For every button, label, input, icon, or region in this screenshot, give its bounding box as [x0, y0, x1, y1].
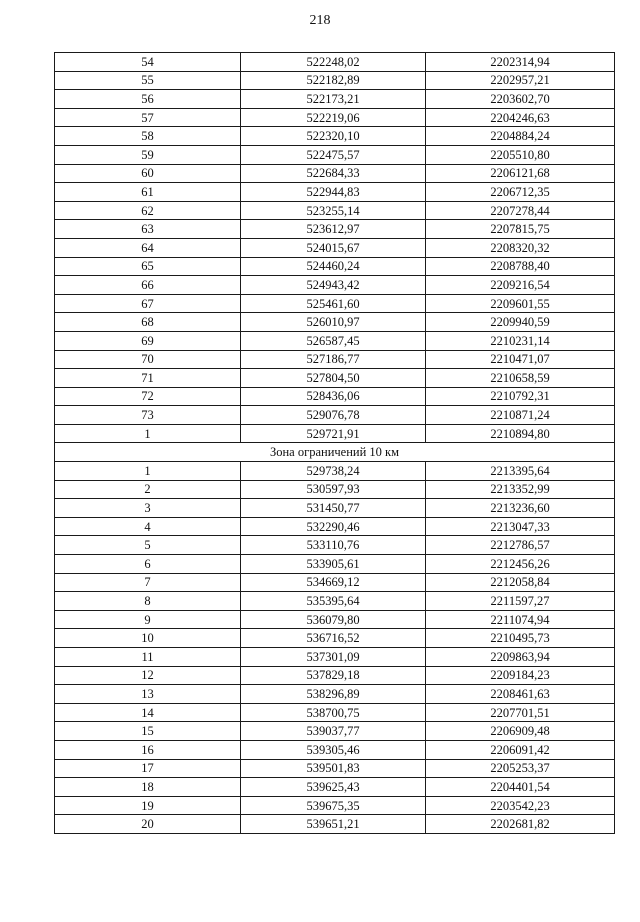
table-row — [55, 666, 615, 685]
table-row — [55, 499, 615, 518]
point-number-cell: 15 — [55, 722, 241, 741]
y-coordinate-cell: 2211597,27 — [426, 592, 615, 611]
table-row — [55, 573, 615, 592]
x-coordinate-cell: 527186,77 — [241, 350, 426, 369]
point-number-cell: 11 — [55, 648, 241, 667]
y-coordinate-cell: 2209184,23 — [426, 666, 615, 685]
point-number-cell: 14 — [55, 703, 241, 722]
y-coordinate-cell: 2210495,73 — [426, 629, 615, 648]
table-row — [55, 778, 615, 797]
y-coordinate-cell: 2209601,55 — [426, 294, 615, 313]
point-number-cell: 71 — [55, 369, 241, 388]
x-coordinate-cell: 527804,50 — [241, 369, 426, 388]
section-title: Зона ограничений 10 км — [55, 443, 615, 462]
table-row — [55, 722, 615, 741]
table-row — [55, 424, 615, 443]
point-number-cell: 61 — [55, 183, 241, 202]
table-row — [55, 759, 615, 778]
x-coordinate-cell: 535395,64 — [241, 592, 426, 611]
table-row — [55, 220, 615, 239]
x-coordinate-cell: 529076,78 — [241, 406, 426, 425]
y-coordinate-cell: 2202681,82 — [426, 815, 615, 834]
table-row — [55, 53, 615, 72]
table-row — [55, 406, 615, 425]
x-coordinate-cell: 522248,02 — [241, 53, 426, 72]
point-number-cell: 56 — [55, 90, 241, 109]
point-number-cell: 63 — [55, 220, 241, 239]
table-row — [55, 183, 615, 202]
point-number-cell: 10 — [55, 629, 241, 648]
y-coordinate-cell: 2206091,42 — [426, 740, 615, 759]
table-row — [55, 276, 615, 295]
coordinates-table-lower-block — [55, 462, 615, 834]
x-coordinate-cell: 538700,75 — [241, 703, 426, 722]
y-coordinate-cell: 2204401,54 — [426, 778, 615, 797]
x-coordinate-cell: 539501,83 — [241, 759, 426, 778]
point-number-cell: 54 — [55, 53, 241, 72]
x-coordinate-cell: 522684,33 — [241, 164, 426, 183]
table-row — [55, 294, 615, 313]
point-number-cell: 64 — [55, 238, 241, 257]
y-coordinate-cell: 2204246,63 — [426, 108, 615, 127]
y-coordinate-cell: 2206121,68 — [426, 164, 615, 183]
y-coordinate-cell: 2210792,31 — [426, 387, 615, 406]
point-number-cell: 6 — [55, 555, 241, 574]
y-coordinate-cell: 2208320,32 — [426, 238, 615, 257]
table-row — [55, 480, 615, 499]
table-row — [55, 201, 615, 220]
point-number-cell: 72 — [55, 387, 241, 406]
point-number-cell: 1 — [55, 462, 241, 481]
table-row — [55, 257, 615, 276]
y-coordinate-cell: 2211074,94 — [426, 610, 615, 629]
point-number-cell: 67 — [55, 294, 241, 313]
table-row — [55, 369, 615, 388]
section-header-block — [55, 443, 615, 462]
point-number-cell: 62 — [55, 201, 241, 220]
y-coordinate-cell: 2212058,84 — [426, 573, 615, 592]
x-coordinate-cell: 524460,24 — [241, 257, 426, 276]
y-coordinate-cell: 2202314,94 — [426, 53, 615, 72]
point-number-cell: 9 — [55, 610, 241, 629]
table-row — [55, 71, 615, 90]
y-coordinate-cell: 2210871,24 — [426, 406, 615, 425]
x-coordinate-cell: 539037,77 — [241, 722, 426, 741]
point-number-cell: 3 — [55, 499, 241, 518]
table-row — [55, 331, 615, 350]
y-coordinate-cell: 2213236,60 — [426, 499, 615, 518]
table-row — [55, 313, 615, 332]
y-coordinate-cell: 2203602,70 — [426, 90, 615, 109]
point-number-cell: 66 — [55, 276, 241, 295]
table-row — [55, 610, 615, 629]
x-coordinate-cell: 536716,52 — [241, 629, 426, 648]
point-number-cell: 5 — [55, 536, 241, 555]
x-coordinate-cell: 532290,46 — [241, 517, 426, 536]
y-coordinate-cell: 2210231,14 — [426, 331, 615, 350]
point-number-cell: 65 — [55, 257, 241, 276]
table-row — [55, 108, 615, 127]
x-coordinate-cell: 536079,80 — [241, 610, 426, 629]
y-coordinate-cell: 2207701,51 — [426, 703, 615, 722]
x-coordinate-cell: 526010,97 — [241, 313, 426, 332]
y-coordinate-cell: 2213047,33 — [426, 517, 615, 536]
section-header-row — [55, 443, 615, 462]
x-coordinate-cell: 522320,10 — [241, 127, 426, 146]
point-number-cell: 2 — [55, 480, 241, 499]
x-coordinate-cell: 533110,76 — [241, 536, 426, 555]
y-coordinate-cell: 2206909,48 — [426, 722, 615, 741]
y-coordinate-cell: 2210658,59 — [426, 369, 615, 388]
table-row — [55, 629, 615, 648]
point-number-cell: 1 — [55, 424, 241, 443]
table-row — [55, 90, 615, 109]
x-coordinate-cell: 528436,06 — [241, 387, 426, 406]
table-row — [55, 536, 615, 555]
x-coordinate-cell: 531450,77 — [241, 499, 426, 518]
x-coordinate-cell: 539305,46 — [241, 740, 426, 759]
x-coordinate-cell: 538296,89 — [241, 685, 426, 704]
y-coordinate-cell: 2207278,44 — [426, 201, 615, 220]
y-coordinate-cell: 2209940,59 — [426, 313, 615, 332]
point-number-cell: 12 — [55, 666, 241, 685]
point-number-cell: 70 — [55, 350, 241, 369]
table-row — [55, 815, 615, 834]
x-coordinate-cell: 539651,21 — [241, 815, 426, 834]
point-number-cell: 57 — [55, 108, 241, 127]
table-row — [55, 127, 615, 146]
table-row — [55, 462, 615, 481]
x-coordinate-cell: 533905,61 — [241, 555, 426, 574]
x-coordinate-cell: 522475,57 — [241, 145, 426, 164]
x-coordinate-cell: 525461,60 — [241, 294, 426, 313]
y-coordinate-cell: 2205510,80 — [426, 145, 615, 164]
y-coordinate-cell: 2213352,99 — [426, 480, 615, 499]
table-row — [55, 648, 615, 667]
y-coordinate-cell: 2210471,07 — [426, 350, 615, 369]
x-coordinate-cell: 530597,93 — [241, 480, 426, 499]
y-coordinate-cell: 2213395,64 — [426, 462, 615, 481]
point-number-cell: 17 — [55, 759, 241, 778]
point-number-cell: 8 — [55, 592, 241, 611]
point-number-cell: 68 — [55, 313, 241, 332]
x-coordinate-cell: 524943,42 — [241, 276, 426, 295]
table-row — [55, 703, 615, 722]
point-number-cell: 18 — [55, 778, 241, 797]
y-coordinate-cell: 2212786,57 — [426, 536, 615, 555]
x-coordinate-cell: 522944,83 — [241, 183, 426, 202]
y-coordinate-cell: 2205253,37 — [426, 759, 615, 778]
point-number-cell: 73 — [55, 406, 241, 425]
table-row — [55, 592, 615, 611]
y-coordinate-cell: 2210894,80 — [426, 424, 615, 443]
point-number-cell: 16 — [55, 740, 241, 759]
y-coordinate-cell: 2212456,26 — [426, 555, 615, 574]
coordinates-table-upper-block — [55, 53, 615, 443]
point-number-cell: 58 — [55, 127, 241, 146]
table-row — [55, 740, 615, 759]
y-coordinate-cell: 2209863,94 — [426, 648, 615, 667]
x-coordinate-cell: 534669,12 — [241, 573, 426, 592]
table-row — [55, 555, 615, 574]
x-coordinate-cell: 522219,06 — [241, 108, 426, 127]
x-coordinate-cell: 529738,24 — [241, 462, 426, 481]
y-coordinate-cell: 2203542,23 — [426, 796, 615, 815]
table-row — [55, 387, 615, 406]
x-coordinate-cell: 539625,43 — [241, 778, 426, 797]
point-number-cell: 60 — [55, 164, 241, 183]
point-number-cell: 69 — [55, 331, 241, 350]
y-coordinate-cell: 2208461,63 — [426, 685, 615, 704]
table-row — [55, 517, 615, 536]
page-number: 218 — [309, 13, 331, 28]
table-row — [55, 350, 615, 369]
y-coordinate-cell: 2209216,54 — [426, 276, 615, 295]
y-coordinate-cell: 2206712,35 — [426, 183, 615, 202]
x-coordinate-cell: 529721,91 — [241, 424, 426, 443]
y-coordinate-cell: 2208788,40 — [426, 257, 615, 276]
x-coordinate-cell: 523255,14 — [241, 201, 426, 220]
point-number-cell: 4 — [55, 517, 241, 536]
x-coordinate-cell: 526587,45 — [241, 331, 426, 350]
x-coordinate-cell: 537829,18 — [241, 666, 426, 685]
table-row — [55, 796, 615, 815]
point-number-cell: 59 — [55, 145, 241, 164]
y-coordinate-cell: 2207815,75 — [426, 220, 615, 239]
table-row — [55, 685, 615, 704]
point-number-cell: 20 — [55, 815, 241, 834]
x-coordinate-cell: 524015,67 — [241, 238, 426, 257]
x-coordinate-cell: 522182,89 — [241, 71, 426, 90]
x-coordinate-cell: 523612,97 — [241, 220, 426, 239]
y-coordinate-cell: 2204884,24 — [426, 127, 615, 146]
point-number-cell: 13 — [55, 685, 241, 704]
y-coordinate-cell: 2202957,21 — [426, 71, 615, 90]
point-number-cell: 7 — [55, 573, 241, 592]
x-coordinate-cell: 522173,21 — [241, 90, 426, 109]
coordinates-table — [54, 52, 615, 834]
x-coordinate-cell: 539675,35 — [241, 796, 426, 815]
table-row — [55, 145, 615, 164]
point-number-cell: 19 — [55, 796, 241, 815]
x-coordinate-cell: 537301,09 — [241, 648, 426, 667]
table-row — [55, 164, 615, 183]
point-number-cell: 55 — [55, 71, 241, 90]
table-row — [55, 238, 615, 257]
